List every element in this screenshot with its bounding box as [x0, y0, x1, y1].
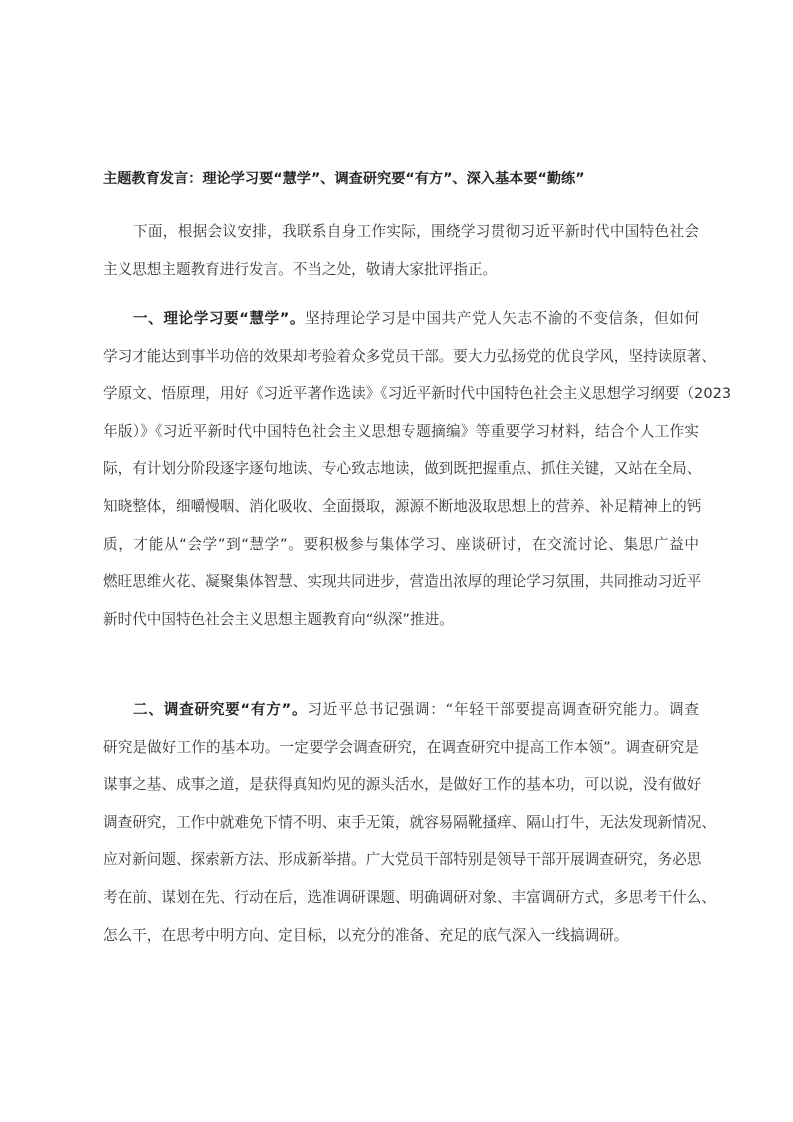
text-line — [103, 300, 699, 338]
text-span: 习近平总书记强调：“年轻干部要提高调查研究能力。调查 — [307, 701, 699, 718]
document-title: 主题教育发言：理论学习要“慧学”、调查研究要“有方”、深入基本要“勤练” — [103, 171, 585, 187]
text-line: 应对新问题、探索新方法、形成新举措。广大党员干部特别是领导干部开展调查研究，务必思 — [103, 851, 702, 869]
text-line: 研究是做好工作的基本功。一定要学会调查研究，在调查研究中提高工作本领”。调查研究是 — [103, 738, 699, 756]
text-line: 知晓整体，细嚼慢咽、消化吸收、全面摄取，源源不断地汲取思想上的营养、补足精神上的钙 — [103, 497, 702, 515]
text-line: 怎么干，在思考中明方向、定目标，以充分的准备、充足的底气深入一线搞调研。 — [103, 926, 629, 944]
text-line: 新时代中国特色社会主义思想主题教育向“纵深”推进。 — [103, 610, 454, 628]
text-line: 下面，根据会议安排，我联系自身工作实际，围绕学习贯彻习近平新时代中国特色社会 — [133, 223, 699, 240]
text-line: 质，才能从“会学”到“慧学”。要积极参与集体学习、座谈研讨，在交流讨论、集思广益中 — [103, 535, 699, 553]
section-2-heading: 二、调查研究要“有方”。 — [133, 701, 308, 718]
text-line: 谋事之基、成事之道，是获得真知灼见的源头活水，是做好工作的基本功，可以说，没有做好 — [103, 776, 702, 794]
text-line: 考在前、谋划在先、行动在后，选准调研课题、明确调研对象、丰富调研方式，多思考干什么、 — [103, 888, 716, 906]
text-line: 年版）》《习近平新时代中国特色社会主义思想专题摘编》等重要学习材料，结合个人工作实 — [103, 422, 699, 440]
text-span: 坚持理论学习是中国共产党人矢志不渝的不变信条，但如何 — [305, 310, 699, 327]
intro-paragraph — [103, 213, 699, 288]
text-line: 学习才能达到事半功倍的效果却考验着众多党员干部。要大力弘扬党的优良学风，坚持读原著、 — [103, 347, 716, 365]
section-1-paragraph — [103, 300, 732, 638]
text-line: 调查研究，工作中就难免下情不明、束手无策，就容易隔靴搔痒、隔山打牛，无法发现新情况、 — [103, 813, 716, 831]
section-2-paragraph — [103, 691, 716, 954]
section-1-heading: 一、理论学习要“慧学”。 — [133, 310, 306, 327]
text-line — [103, 691, 699, 729]
text-line: 燃旺思维火花、凝聚集体智慧、实现共同进步，营造出浓厚的理论学习氛围，共同推动习近平 — [103, 573, 702, 591]
text-line: 际，有计划分阶段逐字逐句地读、专心致志地读，做到既把握重点、抓住关键，又站在全局、 — [103, 460, 702, 478]
text-line: 主义思想主题教育进行发言。不当之处，敬请大家批评指正。 — [103, 260, 498, 278]
text-line: 学原文、悟原理，用好《习近平著作选读》《习近平新时代中国特色社会主义思想学习纲要（2023 — [103, 385, 732, 403]
